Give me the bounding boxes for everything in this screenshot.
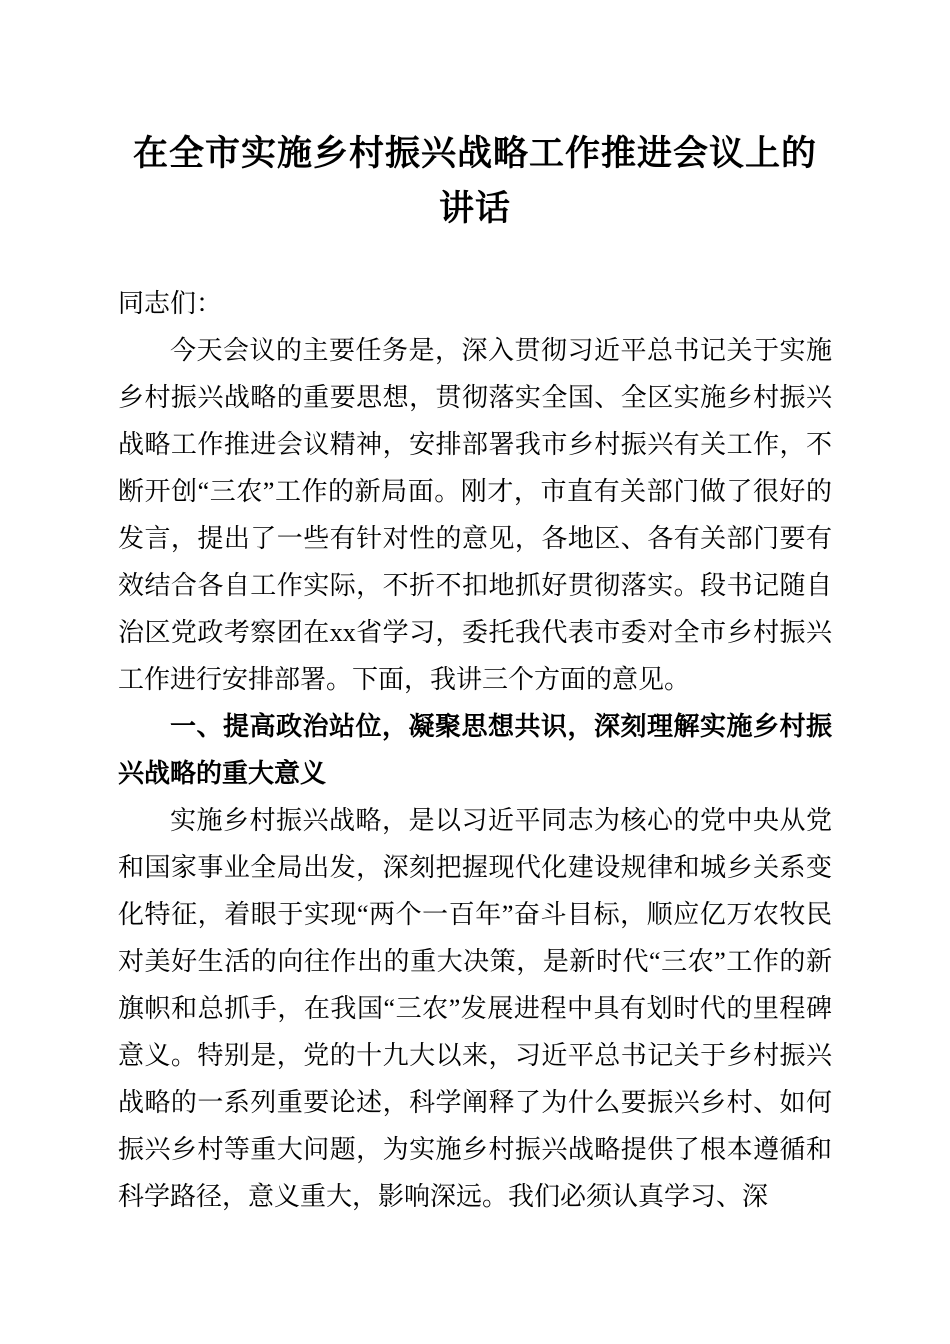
intro-paragraph: 今天会议的主要任务是，深入贯彻习近平总书记关于实施乡村振兴战略的重要思想，贯彻落实全国、全区实施乡村振兴战略工作推进会议精神，安排部署我市乡村振兴有关工作，不断开创“三农”工作的新局面。刚才，市直有关部门做了很好的发言，提出了一些有针对性的意见，各地区、各有关部门要有效结合各自工作实际，不折不扣地抓好贯彻落实。段书记随自治区党政考察团在xx省学习，委托我代表市委对全市乡村振兴工作进行安排部署。下面，我讲三个方面的意见。 [118,336,832,694]
document-title: 在全市实施乡村振兴战略工作推进会议上的讲话 [132,134,817,228]
section-one-heading: 一、提高政治站位，凝聚思想共识，深刻理解实施乡村振兴战略的重大意义 [118,711,832,788]
salutation-paragraph: 同志们： [118,289,223,318]
section-one-body-paragraph: 实施乡村振兴战略，是以习近平同志为核心的党中央从党和国家事业全局出发，深刻把握现代化建设规律和城乡关系变化特征，着眼于实现“两个一百年”奋斗目标，顺应亿万农牧民对美好生活的向往作出的重大决策，是新时代“三农”工作的新旗帜和总抓手，在我国“三农”发展进程中具有划时代的里程碑意义。特别是，党的十九大以来，习近平总书记关于乡村振兴战略的一系列重要论述，科学阐释了为什么要振兴乡村、如何振兴乡村等重大问题，为实施乡村振兴战略提供了根本遵循和科学路径，意义重大，影响深远。我们必须认真学习、深 [118,806,832,1211]
